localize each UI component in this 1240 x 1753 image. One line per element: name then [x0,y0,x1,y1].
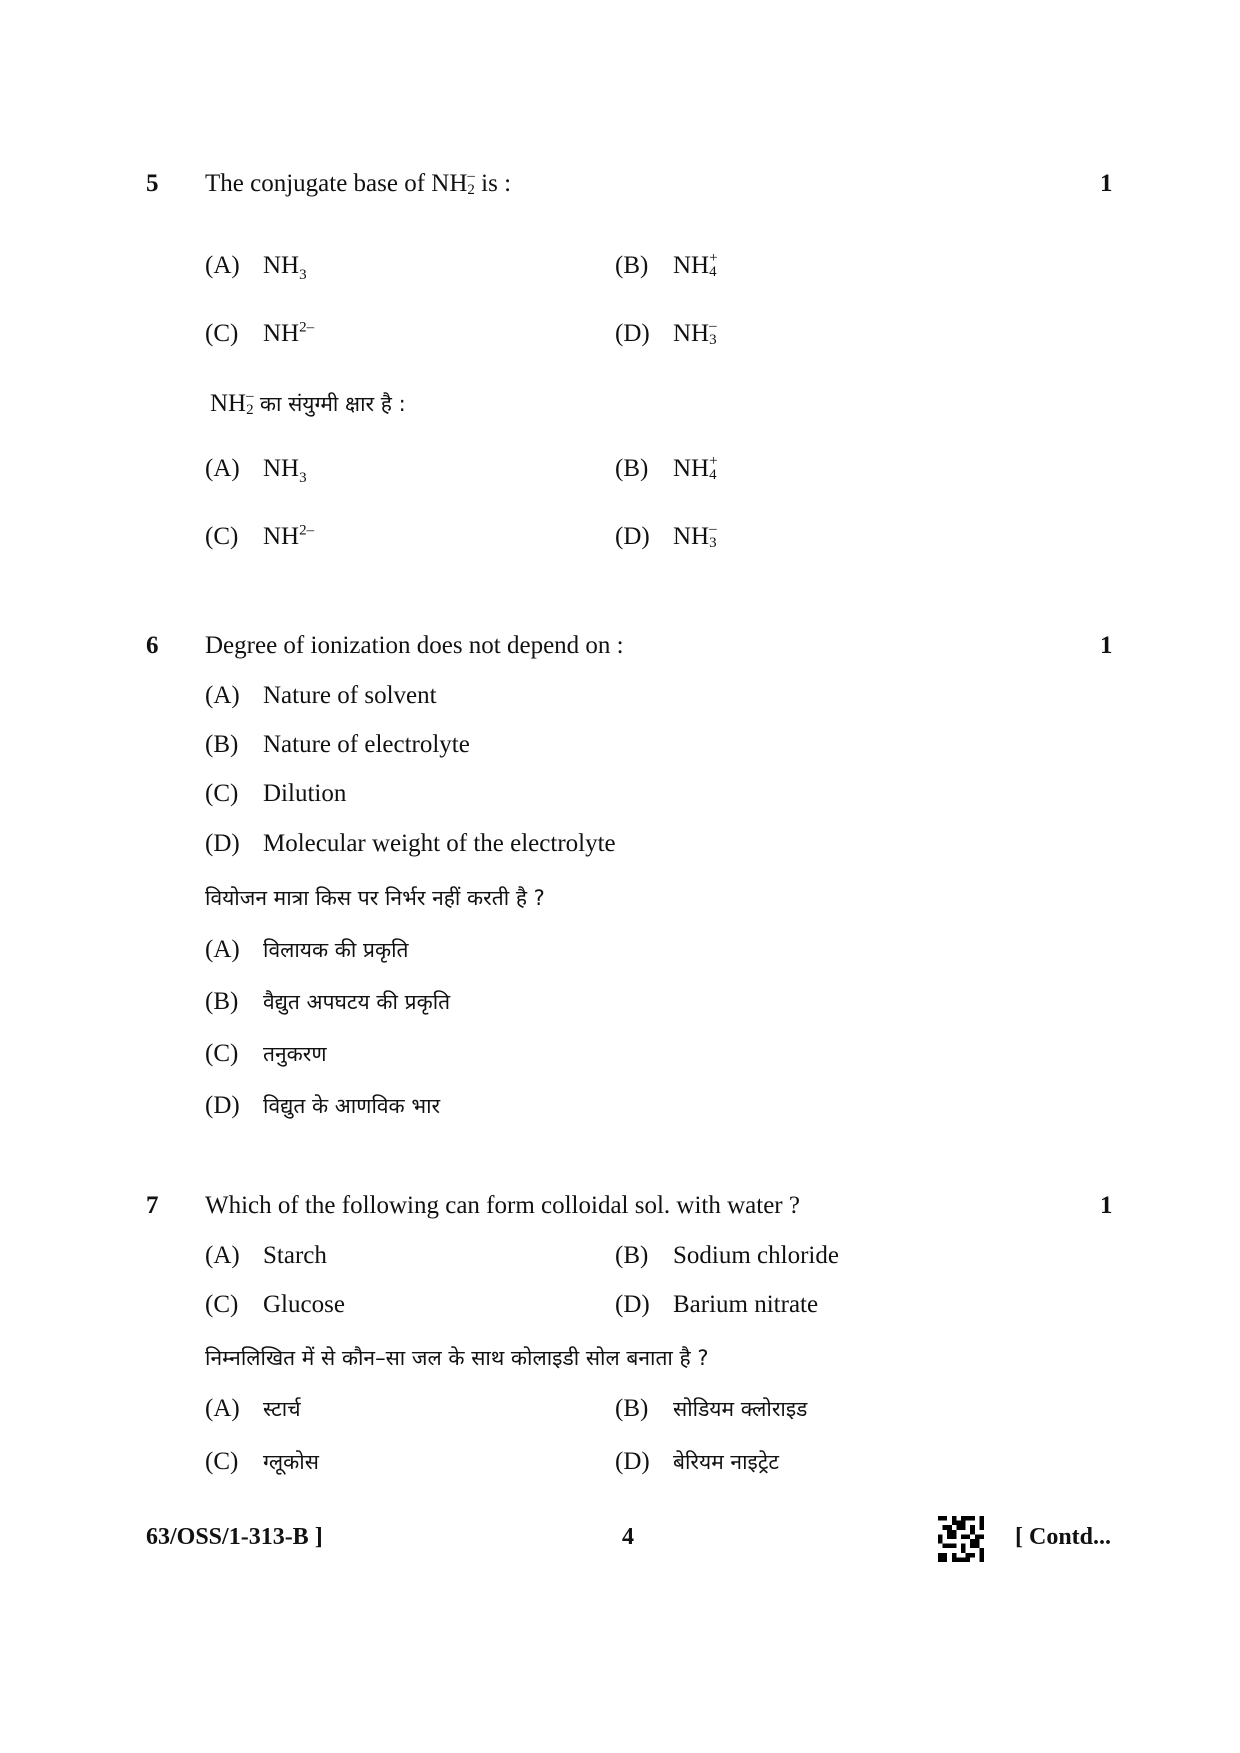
option-d-hi: (D) विद्युत के आणविक भार [205,1092,441,1119]
question-text-en: Which of the following can form colloidal sol. with water ? [205,1192,800,1219]
option-d: (D) NH – 3 [615,318,717,349]
option-c-hi: (C) $NH^{2-}$ [205,522,315,550]
formula-nh2-minus: NH – 2 [431,168,475,199]
option-c: (C) Dilution [205,780,347,807]
option-d: (D) Barium nitrate [615,1291,819,1318]
question-number: 6 [146,632,159,659]
question-text-hi: निम्नलिखित में से कौन–सा जल के साथ कोलाइडी सोल बनाता है ? [205,1346,709,1370]
option-d-hi: (D) NH – 3 [615,521,717,552]
question-text-hi: वियोजन मात्रा किस पर निर्भर नहीं करती है ? [205,886,545,910]
option-a: (A) Nature of solvent [205,682,437,709]
option-a: (A) $NH_3$ [205,252,307,283]
option-b-hi: (B) NH + 4 [615,453,718,484]
option-a: (A) Starch [205,1242,327,1269]
option-c: (C) Glucose [205,1291,345,1318]
question-text-en: The conjugate base of NH – 2 is : [205,168,512,199]
option-a-hi: (A) विलायक की प्रकृति [205,936,409,963]
option-a-hi: (A) $NH_3$ [205,455,307,486]
question-marks: 1 [1100,1192,1113,1219]
question-number: 5 [146,170,159,197]
continued-label: [ Contd... [1015,1524,1112,1550]
paper-code: 63/OSS/1-313-B ] [146,1524,323,1550]
option-a-hi: (A) स्टार्च [205,1395,301,1422]
option-c-hi: (C) ग्लूकोस [205,1448,319,1475]
page-number: 4 [622,1524,634,1550]
question-text-hi: NH – 2 का संयुग्मी क्षार है : [210,388,406,419]
question-marks: 1 [1100,632,1113,659]
option-c: (C) $NH^{2-}$ [205,319,315,347]
option-d: (D) Molecular weight of the electrolyte [205,830,616,857]
option-b: (B) NH + 4 [615,250,718,281]
option-b: (B) Nature of electrolyte [205,731,470,758]
qr-code-icon [938,1516,984,1562]
question-number: 7 [146,1192,159,1219]
option-c-hi: (C) तनुकरण [205,1040,327,1067]
option-b-hi: (B) सोडियम क्लोराइड [615,1395,808,1422]
question-marks: 1 [1100,170,1113,197]
option-b-hi: (B) वैद्युत अपघटय की प्रकृति [205,988,451,1015]
question-text-en: Degree of ionization does not depend on : [205,632,624,659]
option-d-hi: (D) बेरियम नाइट्रेट [615,1448,780,1475]
option-b: (B) Sodium chloride [615,1242,839,1269]
